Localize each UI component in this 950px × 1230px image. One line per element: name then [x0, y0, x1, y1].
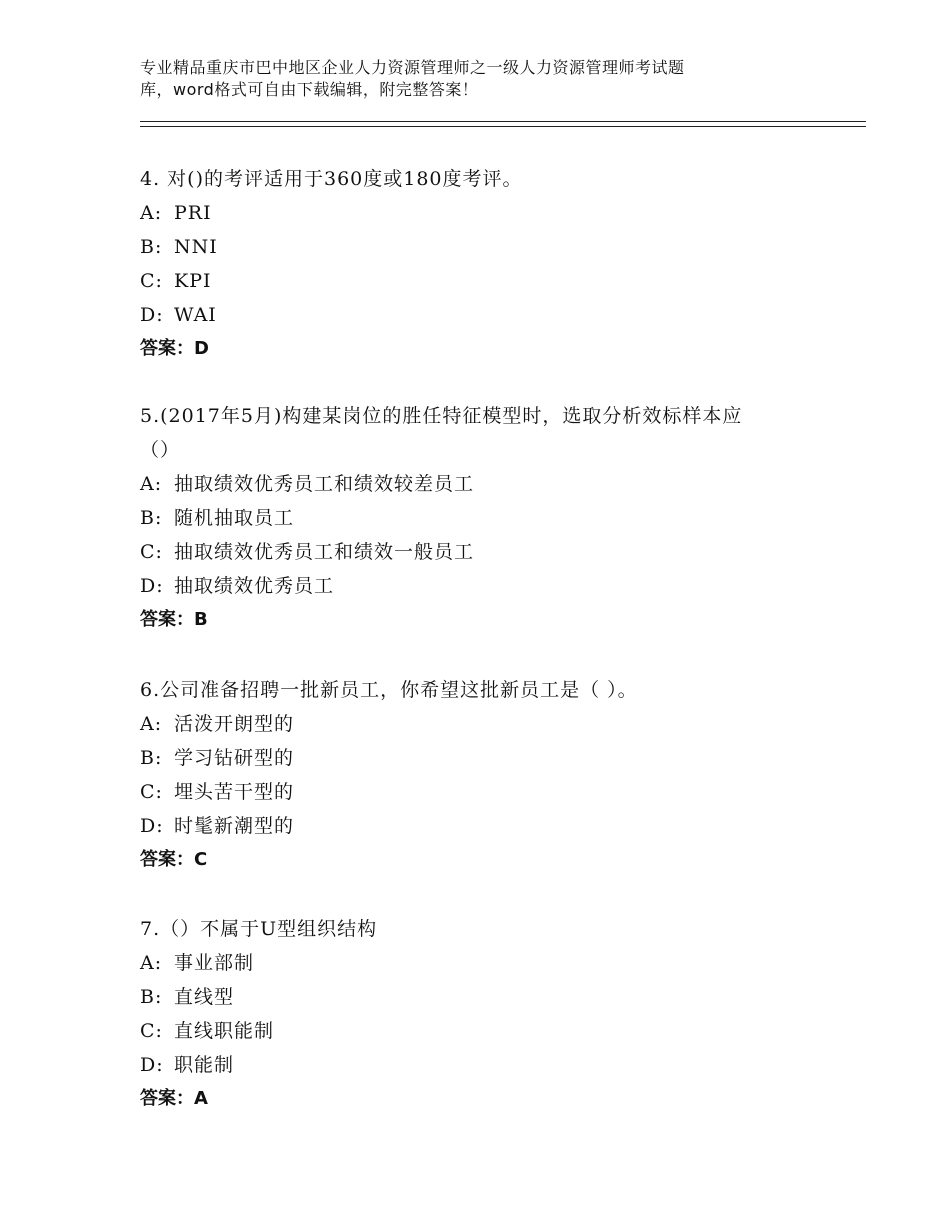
option-text: 抽取绩效优秀员工和绩效一般员工 — [174, 541, 475, 563]
question-stem: 7.（）不属于U型组织结构 — [140, 918, 378, 940]
option-b — [140, 230, 840, 264]
option-b — [140, 501, 840, 535]
document-header — [140, 57, 780, 101]
answer-label: 答案：C — [140, 849, 208, 870]
option-key: B: — [140, 986, 163, 1008]
option-b — [140, 741, 840, 775]
header-divider — [140, 121, 866, 127]
option-c — [140, 1014, 840, 1048]
question-stem: 4. 对()的考评适用于360度或180度考评。 — [140, 168, 523, 190]
option-text: 直线职能制 — [174, 1020, 275, 1042]
option-a — [140, 196, 840, 230]
option-text: 随机抽取员工 — [174, 507, 295, 529]
option-key: B: — [140, 747, 163, 769]
option-text: KPI — [174, 270, 212, 292]
option-text: NNI — [174, 236, 218, 258]
option-text: 活泼开朗型的 — [174, 713, 295, 735]
option-d — [140, 809, 840, 843]
option-c — [140, 535, 840, 569]
answer-label: 答案：A — [140, 1088, 208, 1109]
question-stem-continuation: （） — [140, 439, 181, 461]
option-key: C: — [140, 1020, 163, 1042]
option-text: WAI — [174, 304, 217, 326]
option-c — [140, 775, 840, 809]
option-a — [140, 467, 840, 501]
option-text: 埋头苦干型的 — [174, 781, 295, 803]
option-key: A: — [140, 202, 163, 224]
question-4 — [140, 162, 840, 366]
option-key: C: — [140, 541, 163, 563]
question-6 — [140, 673, 840, 877]
question-7 — [140, 912, 840, 1116]
header-title-line-1: 专业精品重庆市巴中地区企业人力资源管理师之一级人力资源管理师考试题 — [140, 58, 685, 77]
option-d — [140, 569, 840, 603]
option-text: 学习钻研型的 — [174, 747, 295, 769]
option-key: D: — [140, 815, 164, 837]
option-text: 职能制 — [174, 1054, 235, 1076]
option-key: C: — [140, 781, 163, 803]
option-key: D: — [140, 304, 164, 326]
option-key: B: — [140, 236, 163, 258]
option-d — [140, 298, 840, 332]
answer-label: 答案：B — [140, 609, 208, 630]
option-key: A: — [140, 473, 163, 495]
question-5 — [140, 399, 840, 637]
option-key: C: — [140, 270, 163, 292]
option-text: 时髦新潮型的 — [174, 815, 295, 837]
option-c — [140, 264, 840, 298]
question-stem: 5.(2017年5月)构建某岗位的胜任特征模型时，选取分析效标样本应 — [140, 405, 743, 427]
option-key: B: — [140, 507, 163, 529]
answer-label: 答案：D — [140, 338, 209, 359]
question-stem: 6.公司准备招聘一批新员工，你希望这批新员工是（ ）。 — [140, 679, 638, 701]
option-text: 抽取绩效优秀员工 — [174, 575, 335, 597]
option-key: A: — [140, 713, 163, 735]
option-a — [140, 707, 840, 741]
header-title-line-2: 库，word格式可自由下载编辑，附完整答案！ — [140, 80, 479, 99]
option-a — [140, 946, 840, 980]
option-key: A: — [140, 952, 163, 974]
option-key: D: — [140, 575, 164, 597]
option-text: 直线型 — [174, 986, 235, 1008]
option-text: PRI — [174, 202, 212, 224]
option-text: 事业部制 — [174, 952, 255, 974]
option-b — [140, 980, 840, 1014]
option-text: 抽取绩效优秀员工和绩效较差员工 — [174, 473, 475, 495]
option-key: D: — [140, 1054, 164, 1076]
option-d — [140, 1048, 840, 1082]
